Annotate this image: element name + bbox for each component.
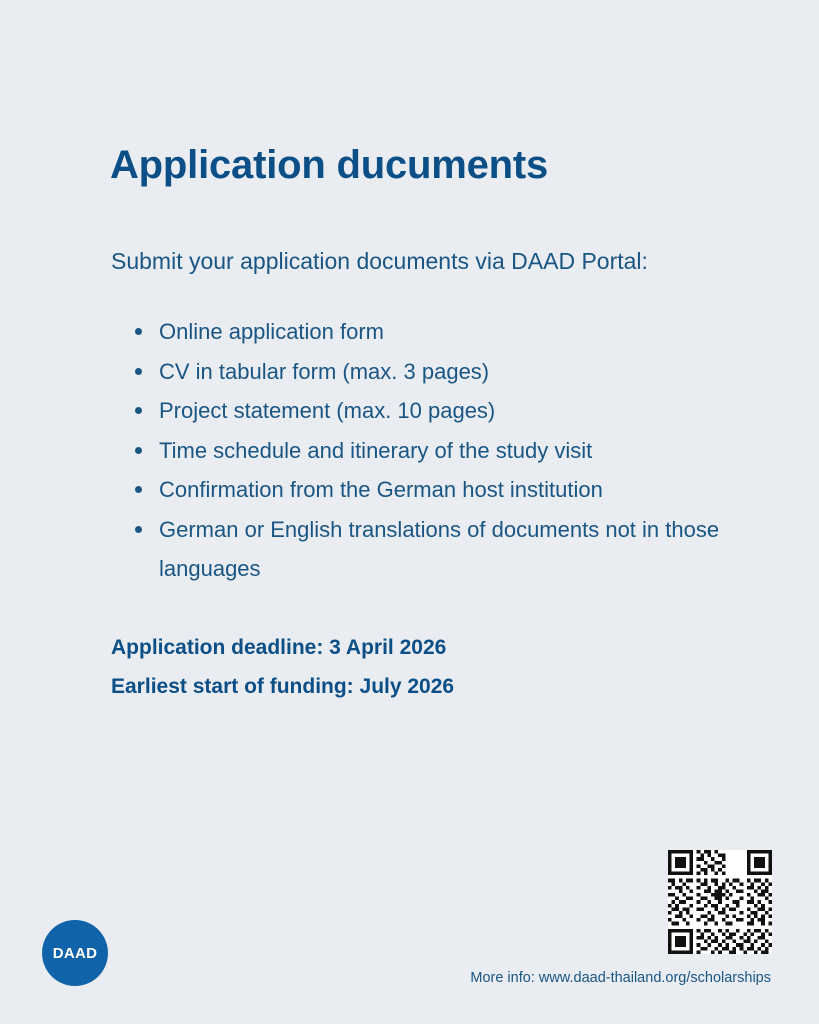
- list-item: [133, 510, 773, 589]
- page-title: Application ducuments: [110, 143, 549, 187]
- deadline-block: [111, 628, 454, 706]
- list-item: [133, 391, 773, 431]
- qr-code-icon: [668, 850, 772, 954]
- list-item-label: Online application form: [159, 319, 385, 344]
- list-item-label: German or English translations of documents not in those languages: [159, 516, 720, 581]
- earliest-start: Earliest start of funding: July 2026: [111, 675, 455, 698]
- documents-list: [133, 312, 773, 589]
- daad-logo-label: DAAD: [52, 944, 98, 962]
- list-item: [133, 431, 773, 471]
- list-item-label: Confirmation from the German host institution: [159, 477, 603, 502]
- application-deadline: Application deadline: 3 April 2026: [111, 636, 447, 659]
- list-item: [133, 470, 773, 510]
- list-item: [133, 352, 773, 392]
- more-info-text: More info: www.daad-thailand.org/scholarships: [470, 970, 771, 986]
- list-item-label: CV in tabular form (max. 3 pages): [159, 358, 490, 384]
- list-item: [133, 312, 773, 352]
- list-item-label: Time schedule and itinerary of the study visit: [159, 437, 593, 463]
- daad-logo: [42, 920, 108, 986]
- list-item-label: Project statement (max. 10 pages): [159, 398, 496, 423]
- intro-text: Submit your application documents via DAAD Portal:: [111, 248, 648, 274]
